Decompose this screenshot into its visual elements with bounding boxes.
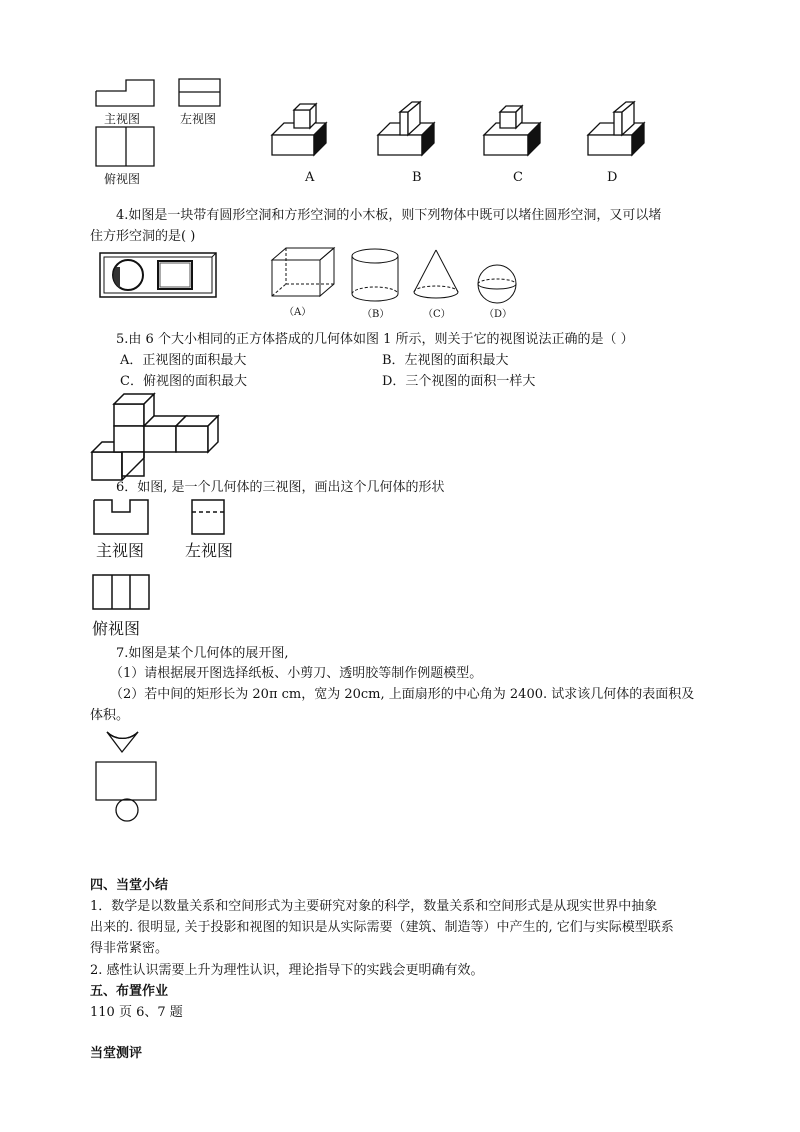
q3-option-b-label: B bbox=[412, 170, 422, 185]
q7-net-diagram bbox=[94, 728, 160, 824]
q3-top-view-label: 俯视图 bbox=[104, 172, 141, 186]
q5-choice-d: D．三个视图的面积一样大 bbox=[382, 374, 536, 389]
q4-option-c-cone bbox=[412, 250, 462, 302]
assessment-heading: 当堂测评 bbox=[90, 1046, 143, 1061]
summary-item1-line3: 得非常紧密。 bbox=[90, 941, 169, 956]
q5-cube-assembly bbox=[92, 392, 222, 488]
q3-option-a-label: A bbox=[305, 170, 315, 185]
q7-part2-line1: （2）若中间的矩形长为 20π cm，宽为 20cm, 上面扇形的中心角为 2400. 试求该几何体的表面积及 bbox=[110, 687, 695, 702]
q3-option-d-solid bbox=[588, 100, 648, 160]
q3-option-c-solid bbox=[484, 100, 544, 160]
q3-top-view bbox=[96, 127, 156, 169]
q6-left-view bbox=[192, 500, 228, 536]
q3-option-d-label: D bbox=[607, 170, 618, 185]
q6-front-view bbox=[94, 500, 152, 536]
q5-stem: 5.由 6 个大小相同的正方体搭成的几何体如图 1 所示，则关于它的视图说法正确的是（ ） bbox=[116, 332, 634, 347]
q4-stem-line2: 住方形空洞的是( ) bbox=[90, 229, 196, 244]
q3-option-a-solid bbox=[272, 100, 332, 160]
q4-stem-line1: 4.如图是一块带有圆形空洞和方形空洞的小木板，则下列物体中既可以堵住圆形空洞，又可以堵 bbox=[116, 208, 662, 223]
q5-choice-a: A．正视图的面积最大 bbox=[120, 353, 247, 368]
q3-front-view-label: 主视图 bbox=[104, 112, 141, 126]
q4-option-b-cylinder bbox=[350, 248, 402, 304]
q4-option-a-cube bbox=[272, 248, 336, 300]
q7-part1: （1）请根据展开图选择纸板、小剪刀、透明胶等制作例题模型。 bbox=[110, 666, 483, 681]
q4-option-d-label: （D） bbox=[484, 309, 513, 320]
q4-option-b-label: （B） bbox=[362, 309, 390, 320]
summary-item1-line1: 1．数学是以数量关系和空间形式为主要研究对象的科学，数量关系和空间形式是从现实世界中抽象 bbox=[90, 899, 658, 914]
q5-choice-c: C．俯视图的面积最大 bbox=[120, 374, 247, 389]
q6-left-view-label: 左视图 bbox=[185, 541, 234, 560]
q3-left-view-label: 左视图 bbox=[180, 112, 217, 126]
summary-heading: 四、当堂小结 bbox=[90, 878, 169, 893]
summary-item2: 2. 感性认识需要上升为理性认识，理论指导下的实践会更明确有效。 bbox=[90, 963, 484, 978]
homework-heading: 五、布置作业 bbox=[90, 984, 169, 999]
q3-option-b-solid bbox=[378, 100, 438, 160]
q6-top-view-label: 俯视图 bbox=[92, 619, 141, 638]
q4-wooden-board bbox=[100, 253, 220, 301]
summary-item1-line2: 出来的. 很明显, 关于投影和视图的知识是从实际需要（建筑、制造等）中产生的, 它们与实际模型联系 bbox=[90, 920, 674, 935]
q3-front-view bbox=[96, 78, 156, 108]
q4-option-c-label: （C） bbox=[423, 309, 451, 320]
q3-left-view bbox=[179, 79, 221, 109]
q4-option-d-sphere bbox=[472, 264, 522, 304]
q7-part2-line2: 体积。 bbox=[90, 708, 130, 723]
q7-stem: 7.如图是某个几何体的展开图, bbox=[116, 646, 289, 661]
q6-stem: 6．如图, 是一个几何体的三视图，画出这个几何体的形状 bbox=[116, 480, 445, 495]
q4-option-a-label: （A） bbox=[284, 307, 312, 318]
homework-text: 110 页 6、7 题 bbox=[90, 1005, 183, 1020]
q5-choice-b: B．左视图的面积最大 bbox=[382, 353, 509, 368]
q3-option-c-label: C bbox=[513, 170, 523, 185]
q6-top-view bbox=[93, 575, 153, 611]
q6-front-view-label: 主视图 bbox=[96, 541, 145, 560]
